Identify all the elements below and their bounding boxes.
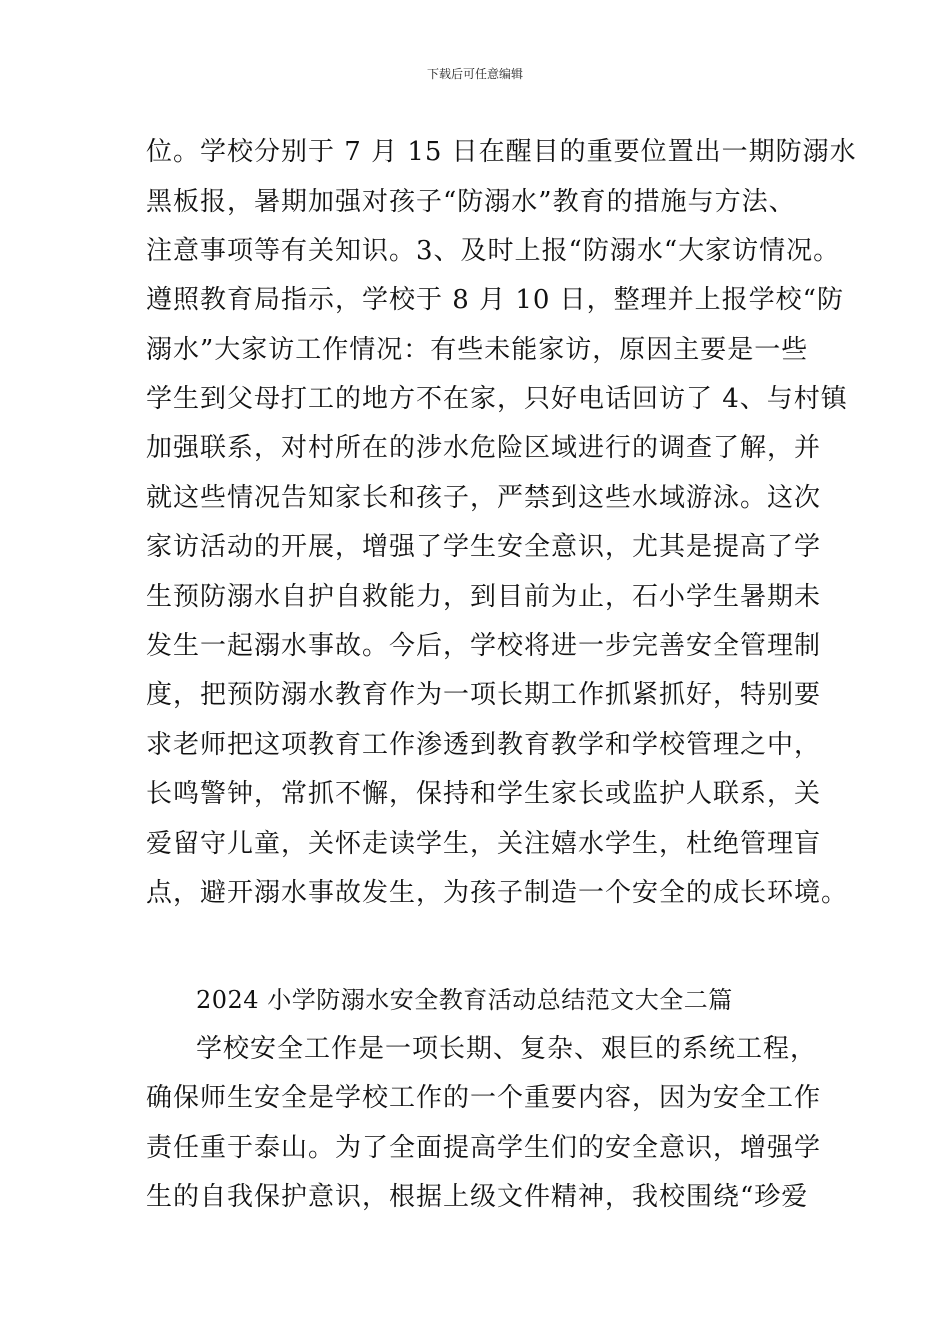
text-line: 长鸣警钟，常抓不懈，保持和学生家长或监护人联系，关: [146, 779, 822, 809]
text-line: 度，把预防溺水教育作为一项长期工作抓紧抓好，特别要: [146, 680, 822, 710]
text-line: 确保师生安全是学校工作的一个重要内容，因为安全工作: [146, 1083, 822, 1113]
text-line: 位。学校分别于 7 月 15 日在醒目的重要位置出一期防溺水: [146, 137, 857, 167]
text-line: 学生到父母打工的地方不在家，只好电话回访了 4、与村镇: [146, 384, 848, 414]
text-line: 学校安全工作是一项长期、复杂、艰巨的系统工程，: [196, 1034, 818, 1064]
page-header-note: 下载后可任意编辑: [426, 67, 523, 81]
text-line: 遵照教育局指示，学校于 8 月 10 日，整理并上报学校“防: [146, 285, 844, 315]
text-line: 黑板报，暑期加强对孩子“防溺水”教育的措施与方法、: [146, 187, 796, 217]
text-line: 注意事项等有关知识。3、及时上报“防溺水“大家访情况。: [146, 236, 841, 266]
section-title: 2024 小学防溺水安全教育活动总结范文大全二篇: [196, 986, 733, 1014]
text-line: 生的自我保护意识，根据上级文件精神，我校围绕“珍爱: [146, 1182, 809, 1212]
text-line: 溺水”大家访工作情况：有些未能家访，原因主要是一些: [146, 335, 809, 365]
text-line: 责任重于泰山。为了全面提高学生们的安全意识，增强学: [146, 1133, 822, 1163]
text-line: 爱留守儿童，关怀走读学生，关注嬉水学生，杜绝管理盲: [146, 829, 822, 859]
text-line: 生预防溺水自护自救能力，到目前为止，石小学生暑期未: [146, 582, 822, 612]
text-line: 就这些情况告知家长和孩子，严禁到这些水域游泳。这次: [146, 483, 822, 513]
text-line: 求老师把这项教育工作渗透到教育教学和学校管理之中，: [146, 730, 822, 760]
text-line: 加强联系，对村所在的涉水危险区域进行的调查了解，并: [146, 433, 822, 463]
text-line: 发生一起溺水事故。今后，学校将进一步完善安全管理制: [146, 631, 822, 661]
text-line: 点，避开溺水事故发生，为孩子制造一个安全的成长环境。: [146, 878, 849, 908]
text-line: 家访活动的开展，增强了学生安全意识，尤其是提高了学: [146, 532, 822, 562]
